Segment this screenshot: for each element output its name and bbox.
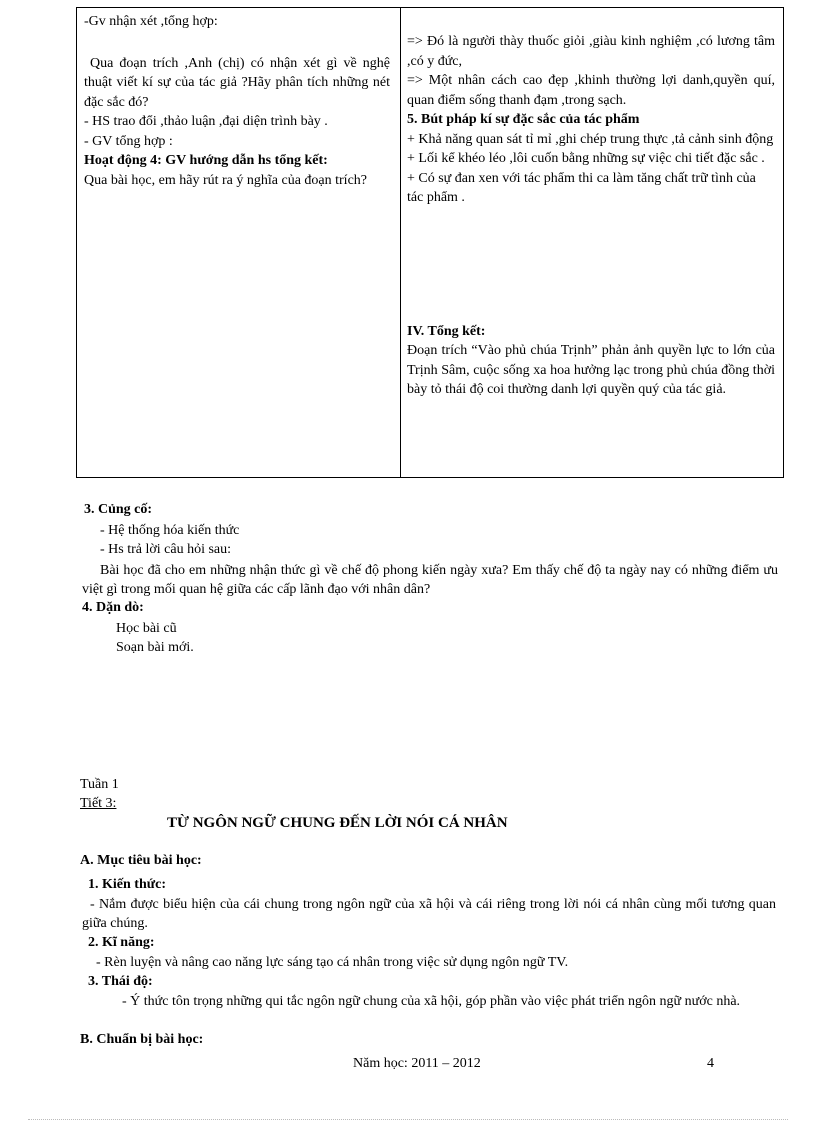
lesson-title: TỪ NGÔN NGỮ CHUNG ĐẾN LỜI NÓI CÁ NHÂN — [167, 815, 508, 831]
page-number: 4 — [707, 1056, 714, 1071]
cungco-item-2: - Hs trả lời câu hỏi sau: — [100, 542, 232, 557]
summary-heading: IV. Tổng kết: — [407, 323, 486, 339]
period-label — [80, 795, 138, 813]
teacher-summary: -Gv nhận xét ,tổng hợp: — [84, 14, 218, 29]
knowledge-text: - Nắm được biểu hiện của cái chung trong ngôn ngữ của xã hội và cái riêng trong lời nói cá nhân cùng mối tương quan giữa chúng. — [82, 897, 776, 931]
question-art: Qua đoạn trích ,Anh (chị) có nhận xét gì về nghệ thuật viết kí sự của tác giả ?Hãy phân tích những nét đặc sắc đó? — [84, 55, 390, 110]
skills-heading: 2. Kĩ năng: — [88, 935, 155, 950]
art-point-3: + Có sự đan xen với tác phẩm thi ca làm tăng chất trữ tình của tác phẩm . — [407, 170, 756, 205]
school-year: Năm học: 2011 – 2012 — [353, 1056, 481, 1071]
column-divider — [400, 8, 401, 477]
section-b-heading: B. Chuẩn bị bài học: — [80, 1032, 204, 1047]
skills-text: - Rèn luyện và nâng cao năng lực sáng tạo cá nhân trong việc sử dụng ngôn ngữ TV. — [96, 955, 569, 970]
gv-summary: - GV tổng hợp : — [84, 133, 173, 149]
week-label: Tuần 1 — [80, 777, 119, 792]
danduo-heading: 4. Dặn dò: — [82, 600, 144, 615]
hs-discuss: - HS trao đổi ,thảo luận ,đại diện trình bày . — [84, 114, 328, 129]
activity-4-question: Qua bài học, em hãy rút ra ý nghĩa của đoạn trích? — [84, 172, 368, 188]
knowledge-heading: 1. Kiến thức: — [88, 877, 167, 892]
content-column — [407, 12, 775, 400]
art-point-1: + Khả năng quan sát tỉ mỉ ,ghi chép trung thực ,tả cảnh sinh động — [407, 131, 774, 147]
attitude-heading: 3. Thái độ: — [88, 974, 153, 989]
lesson-table — [76, 7, 784, 478]
character-point: => Một nhân cách cao đẹp ,khinh thường lợi danh,quyền quí, quan điểm sống thanh đạm ,trong sạch. — [407, 73, 775, 108]
section-5-heading: 5. Bút pháp kí sự đặc sắc của tác phẩm — [407, 112, 640, 127]
danduo-item-1: Học bài cũ — [116, 621, 177, 636]
cungco-item-1: - Hệ thống hóa kiến thức — [100, 523, 240, 538]
section-a-heading: A. Mục tiêu bài học: — [80, 853, 202, 868]
art-point-2: + Lối kể khéo léo ,lôi cuốn bằng những sự việc chi tiết đặc sắc . — [407, 151, 765, 166]
cungco-question: Bài học đã cho em những nhận thức gì về chế độ phong kiến ngày xưa? Em thấy chế độ ta ngày nay có những điểm ưu việt gì trong mối quan hệ giữa các cấp lãnh đạo với nhân dân? — [82, 563, 778, 597]
activity-4-heading: Hoạt động 4: GV hướng dẫn hs tổng kết: — [84, 153, 328, 168]
cungco-heading: 3. Củng cố: — [84, 502, 153, 517]
footer-rule — [28, 1119, 788, 1120]
period-text: Tiết 3: — [80, 796, 117, 811]
summary-text: Đoạn trích “Vào phủ chúa Trịnh” phản ảnh quyền lực to lớn của Trịnh Sâm, cuộc sống xa hoa hưởng lạc trong phủ chúa đồng thời bày tỏ thái độ coi thường danh lợi quyền quý của tác giả. — [407, 343, 775, 397]
danduo-item-2: Soạn bài mới. — [116, 640, 194, 655]
doctor-point: => Đó là người thày thuốc giỏi ,giàu kinh nghiệm ,có lương tâm ,có y đức, — [407, 34, 775, 69]
attitude-text: - Ý thức tôn trọng những qui tắc ngôn ngữ chung của xã hội, góp phần vào việc phát triển ngôn ngữ nước nhà. — [122, 994, 741, 1009]
activity-column — [84, 12, 390, 190]
